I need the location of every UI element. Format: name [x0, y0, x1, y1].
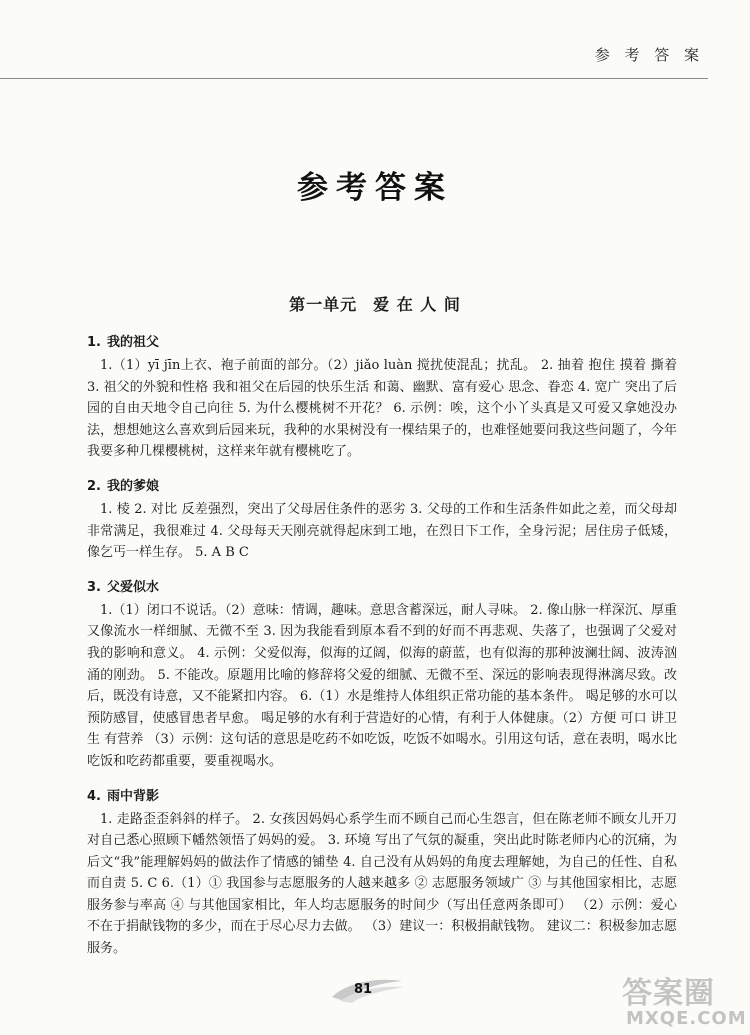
section-my-grandfather: [87, 333, 677, 463]
section-heading: [87, 578, 677, 598]
unit-name: 第一单元: [289, 295, 358, 314]
page-number: 81: [354, 982, 373, 997]
section-number: 4.: [87, 788, 101, 804]
section-answers: 1.（1）闭口不说话。（2）意味：情调，趣味。意思含蓄深远，耐人寻味。 2. 像山脉一样深沉、厚重 又像流水一样细腻、无微不至 3. 因为我能看到原本看不到的好而不再悲观、失落了，也强调了父爱对我的影响和意义。 4. 示例：父爱似海，似海的辽阔，似海的蔚蓝，也有似海的那种波澜壮阔、波涛汹涌的刚劲。 5. 不能改。原题用比喻的修辞将父爱的细腻、无微不至、深远的影响表现得淋漓尽致。改后，既没有诗意，又不能紧扣内容。 6.（1）水是维持人体组织正常功能的基本条件。 喝足够的水可以预防感冒，使感冒患者早愈。 喝足够的水有利于营造好的心情，有利于人体健康。（2）方便 可口 讲卫生 有营养 （3）示例：这句话的意思是吃药不如吃饭，吃饭不如喝水。引用这句话，意在表明，喝水比吃饭和吃药都重要，要重视喝水。: [87, 602, 677, 769]
section-heading: [87, 477, 677, 497]
section-number: 1.: [87, 335, 101, 350]
section-title: 我的爹娘: [106, 478, 159, 494]
unit-title: [0, 292, 750, 315]
section-answers: 1. 走路歪歪斜斜的样子。 2. 女孩因妈妈心系学生而不顾自己而心生怨言，但在陈老师不顾女儿开刀对自己悉心照顾下幡然领悟了妈妈的爱。 3. 环境 写出了气氛的凝重，突出此时陈老师内心的沉痛，为后文“我”能理解妈妈的做法作了情感的铺垫 4. 自己没有从妈妈的角度去理解她，为自己的任性、自私而自责 5. C 6.（1）① 我国参与志愿服务的人越来越多 ② 志愿服务领域广 ③ 与其他国家相比，志愿服务参与率高 ④ 与其他国家相比，年人均志愿服务的时间少（写出任意两条即可） （2）示例：爱心不在于捐献钱物的多少，而在于尽心尽力去做。 （3）建议一：积极捐献钱物。 建议二：积极参加志愿服务。: [87, 811, 677, 957]
section-answers: 1. 棱 2. 对比 反差强烈，突出了父母居住条件的恶劣 3. 父母的工作和生活条件如此之差，而父母却非常满足，我很难过 4. 父母每天天刚亮就得起床到工地，在烈日下工作，全身污泥；居住房子低矮，像乞丐一样生存。 5. A B C: [87, 501, 677, 561]
section-title: 雨中背影: [106, 788, 159, 804]
section-heading: [87, 787, 677, 807]
unit-theme: 爱 在 人 间: [373, 295, 461, 314]
watermark-logo-text: 答案圈: [622, 976, 715, 1011]
section-number: 2.: [87, 478, 101, 494]
section-my-parents: [87, 477, 677, 564]
section-father-love-like-water: [87, 578, 677, 773]
page-number-badge: [326, 975, 406, 1005]
section-title: 我的祖父: [106, 335, 159, 350]
section-number: 3.: [87, 579, 101, 595]
running-header: 参 考 答 案: [594, 46, 704, 64]
section-back-in-rain: [87, 787, 677, 960]
watermark-url: MXQE.COM: [626, 1008, 747, 1029]
page-title: 参考答案: [297, 170, 453, 206]
section-answers: 1.（1）yī jīn上衣、袍子前面的部分。（2）jiǎo luàn 搅扰使混乱；扰乱。 2. 抽着 抱住 摸着 撕着 3. 祖父的外貌和性格 我和祖父在后园的快乐生活 和蔼、幽默、富有爱心 思念、眷恋 4. 宽广 突出了后园的自由天地令自己向往 5. 为什么樱桃树不开花？ 6. 示例：唉，这个小丫头真是又可爱又拿她没办法，想想她这么喜欢到后园来玩，我种的水果树没有一棵结果子的，也难怪她要问我这些问题了，今年我要多种几棵樱桃树，这样来年就有樱桃吃了。: [87, 358, 677, 460]
site-watermark: [618, 968, 746, 1032]
header-divider: [0, 78, 708, 79]
answer-sections: [87, 333, 677, 974]
section-title: 父爱似水: [106, 579, 159, 595]
section-heading: [87, 333, 677, 353]
